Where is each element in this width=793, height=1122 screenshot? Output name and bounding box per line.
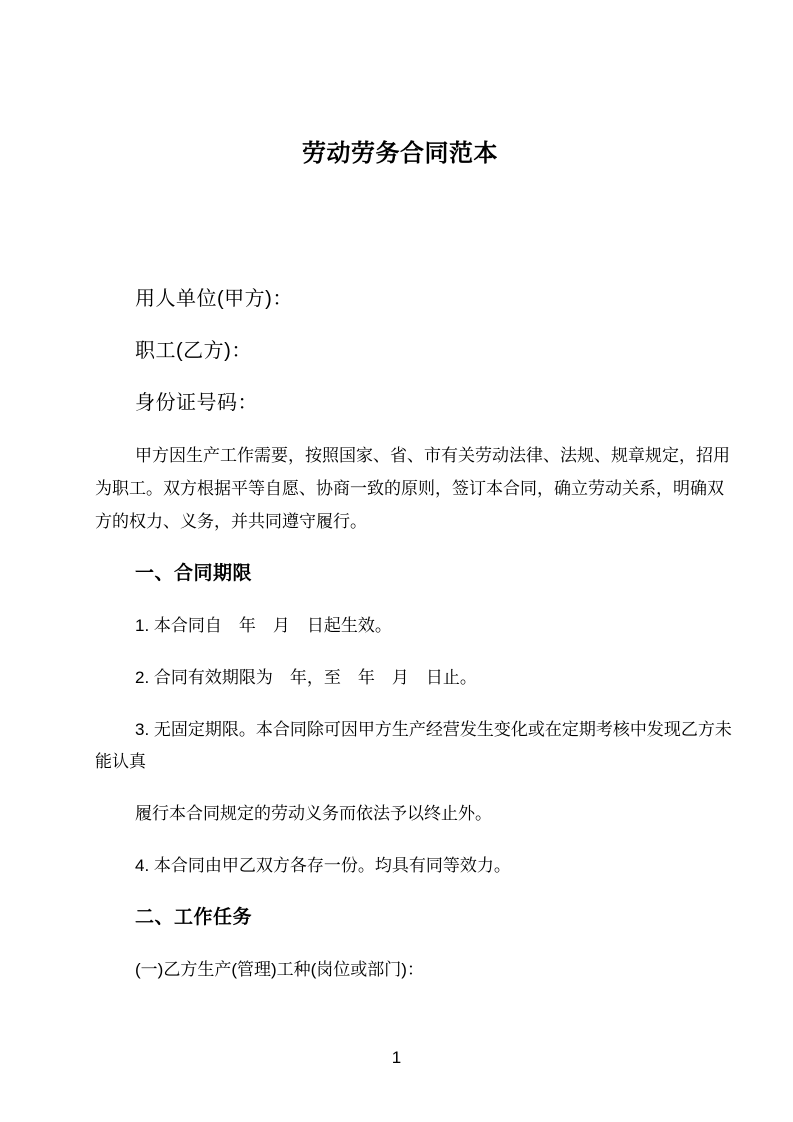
section-heading-1 (95, 558, 705, 590)
text-line: 方的权力、义务，并共同遵守履行。 (95, 512, 367, 531)
text-line: 一、合同期限 (135, 563, 253, 584)
clause-1-3-continued (95, 798, 705, 830)
clause-1-3 (95, 714, 732, 778)
page-number: 1 (391, 1048, 402, 1067)
clause-2-1 (95, 954, 705, 986)
text-line: 1. 本合同自 年 月 日起生效。 (135, 616, 392, 635)
text-line: 用人单位(甲方)： (135, 288, 293, 310)
text-line: 甲方因生产工作需要，按照国家、省、市有关劳动法律、法规、规章规定，招用 (135, 446, 730, 465)
field-id-number (95, 387, 705, 419)
field-employer (95, 283, 705, 315)
text-line: 能认真 (95, 752, 146, 771)
intro-paragraph (95, 439, 730, 538)
text-line: 为职工。双方根据平等自愿、协商一致的原则，签订本合同，确立劳动关系，明确双 (95, 479, 724, 498)
clause-1-4 (95, 850, 705, 882)
text-line: 3. 无固定期限。本合同除可因甲方生产经营发生变化或在定期考核中发现乙方未 (135, 720, 732, 739)
text-line: (一)乙方生产(管理)工种(岗位或部门)： (135, 960, 424, 979)
field-employee (95, 335, 705, 367)
clause-1-1 (95, 610, 705, 642)
text-line: 4. 本合同由甲乙双方各存一份。均具有同等效力。 (135, 856, 511, 875)
text-line: 履行本合同规定的劳动义务而依法予以终止外。 (135, 804, 492, 823)
document-body (95, 283, 732, 986)
text-line: 二、工作任务 (135, 907, 253, 928)
clause-1-2 (95, 662, 705, 694)
text-line: 2. 合同有效期限为 年，至 年 月 日止。 (135, 668, 477, 687)
text-line: 职工(乙方)： (135, 340, 252, 362)
text-line: 身份证号码： (135, 392, 258, 414)
section-heading-2 (95, 902, 705, 934)
document-title: 劳动劳务合同范本 (302, 140, 498, 167)
